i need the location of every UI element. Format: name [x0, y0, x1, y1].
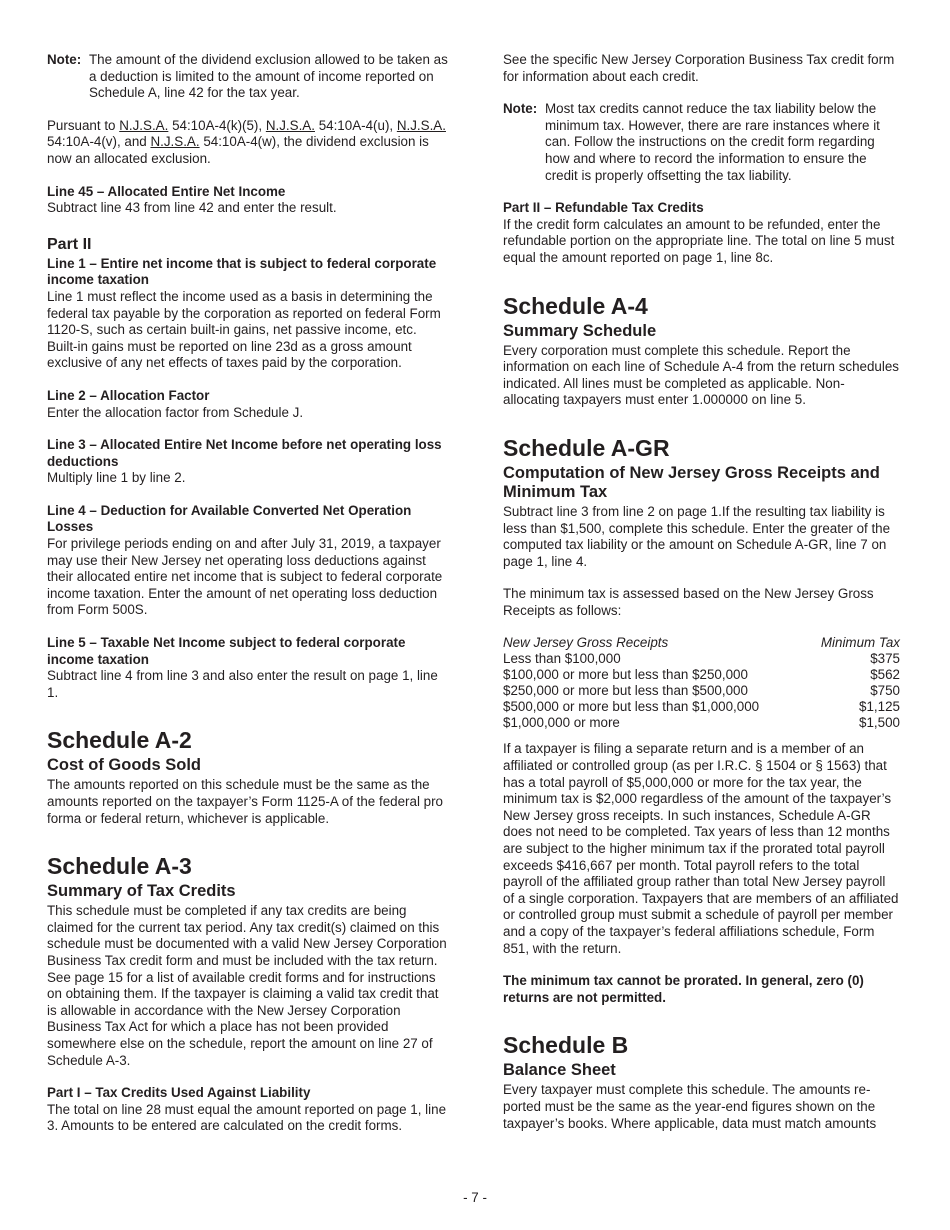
- schedule-a4-text: Every corporation must complete this schedule. Report the information on each line of Schedule A-4 from the return schedules indicated. All lines must be completed as applicable. Non-allocating taxpayers must enter 1.000000 on line 5.: [503, 342, 899, 408]
- line4-text: For privilege periods ending on and after July 31, 2019, a taxpayer may use their New Jersey net operating loss deductions against their allocated entire net income that is subject to federal corporate income taxation. Enter the amount of net operating loss deduction from Form 500S.: [47, 536, 443, 618]
- pursuant-text: Pursuant to: [47, 117, 120, 133]
- schedule-a2-subtitle: Cost of Goods Sold: [47, 756, 201, 775]
- tax-credit-note: [503, 101, 900, 184]
- receipts-cell: $100,000 or more but less than $250,000: [503, 667, 748, 683]
- part1-heading: Part I – Tax Credits Used Against Liability: [47, 1085, 311, 1101]
- note-label: Note:: [503, 101, 538, 117]
- statute-ref: N.J.S.A.: [150, 134, 200, 150]
- column-header-tax: Minimum Tax: [820, 635, 900, 651]
- pursuant-text: 54:10A-4(w), the dividend exclusion is now an allocated exclusion.: [47, 134, 429, 166]
- schedule-a2-title: Schedule A-2: [47, 727, 192, 754]
- table-row: [503, 715, 900, 731]
- line4-heading: Line 4 – Deduction for Available Converted Net Operation Losses: [47, 502, 412, 535]
- page-number: - 7 -: [463, 1190, 487, 1205]
- line2-text: Enter the allocation factor from Schedule J.: [47, 404, 304, 420]
- note-text: Most tax credits cannot reduce the tax liability below the minimum tax. However, there are rare instances where it can. Follow the instructions on the credit form regarding how and where to record the information to ensure the credit is properly offsetting the tax liability.: [545, 101, 880, 183]
- tax-cell: $750: [870, 683, 900, 699]
- proration-note: The minimum tax cannot be prorated. In general, zero (0) returns are not permitted.: [503, 973, 864, 1005]
- tax-cell: $1,125: [859, 699, 900, 715]
- table-row: [503, 667, 900, 683]
- schedule-a4-title: Schedule A-4: [503, 292, 648, 319]
- schedule-a3-text: This schedule must be completed if any tax credits are being claimed for the current tax period. Any tax credit(s) claimed on this schedule must be documented with a valid New Jersey Corporation Business Tax credit form and must be included with the tax return. See page 15 for a list of available credit forms and for instructions on obtaining them. If the taxpayer is claiming a valid tax credit that is allowable in accordance with the New Jersey Corporation Business Tax Act for which a place has not been provided somewhere else on the schedule, report the amount on line 27 of Schedule A-3.: [47, 903, 447, 1068]
- note-label: Note:: [47, 52, 82, 67]
- part2-title: Part II: [47, 235, 92, 253]
- schedule-a3-subtitle: Summary of Tax Credits: [47, 882, 236, 901]
- table-row: [503, 651, 900, 667]
- tax-cell: $562: [870, 667, 900, 683]
- line5-text: Subtract line 4 from line 3 and also enter the result on page 1, line 1.: [47, 668, 438, 700]
- pursuant-paragraph: [47, 118, 449, 168]
- line1-text: Line 1 must reflect the income used as a basis in determining the federal tax payable by the corporation as reported on federal Form 1120-S, such as certain built-in gains, net passive income, etc. Built-in gains must be reported on line 23d as a gross amount exclusive of any net effects of taxes paid by the corporation.: [47, 288, 441, 371]
- pursuant-text: 54:10A-4(k)(5),: [168, 117, 266, 133]
- schedule-agr-subtitle: Computation of New Jersey Gross Receipts and Minimum Tax: [503, 463, 880, 501]
- part2-refundable-heading: Part II – Refundable Tax Credits: [503, 200, 704, 216]
- credit-form-intro: See the specific New Jersey Corporation Business Tax credit form for information about each credit.: [503, 52, 895, 84]
- line5-heading: Line 5 – Taxable Net Income subject to federal corporate income taxation: [47, 635, 406, 667]
- receipts-cell: Less than $100,000: [503, 651, 621, 667]
- receipts-cell: $1,000,000 or more: [503, 715, 620, 731]
- schedule-agr-title: Schedule A-GR: [503, 434, 670, 461]
- schedule-agr-text3: If a taxpayer is filing a separate return and is a member of an affiliated or controlled group (as per I.R.C. § 1504 or § 1563) that has a total payroll of $5,000,000 or more for the tax year, the minimum tax is $2,000 regardless of the amount of the taxpayer’s New Jersey gross receipts. In such instances, Schedule A-GR does not need to be completed. Tax years of less than 12 months are subject to the higher minimum tax if the prorated total payroll exceeds $416,667 per month. Total payroll refers to the total payroll of the affiliated group rather than total New Jersey payroll of a single corporation. Taxpayers that are members of an affiliated or controlled group must submit a schedule of payroll per member and a copy of the taxpayer’s federal affiliations schedule, Form 851, with the return.: [503, 741, 899, 956]
- schedule-b-subtitle: Balance Sheet: [503, 1061, 616, 1080]
- right-column: [503, 52, 900, 1132]
- line3-heading: Line 3 – Allocated Entire Net Income before net operating loss deductions: [47, 437, 442, 469]
- tax-cell: $375: [870, 651, 900, 667]
- line45-text: Subtract line 43 from line 42 and enter the result.: [47, 200, 337, 216]
- line1-heading: Line 1 – Entire net income that is subject to federal corporate income taxation: [47, 255, 437, 288]
- schedule-b-title: Schedule B: [503, 1032, 629, 1059]
- column-header-receipts: New Jersey Gross Receipts: [503, 635, 669, 651]
- part2-refundable-text: If the credit form calculates an amount to be refunded, enter the refundable portion on the appropriate line. The total on line 5 must equal the amount reported on page 1, line 8c.: [503, 216, 895, 265]
- schedule-a3-title: Schedule A-3: [47, 853, 192, 880]
- table-row: [503, 683, 900, 699]
- receipts-cell: $500,000 or more but less than $1,000,000: [503, 699, 760, 715]
- statute-ref: N.J.S.A.: [396, 117, 446, 133]
- left-column: [47, 52, 449, 1135]
- statute-ref: N.J.S.A.: [265, 117, 315, 133]
- receipts-cell: $250,000 or more but less than $500,000: [503, 683, 748, 699]
- pursuant-text: 54:10A-4(v), and: [47, 134, 151, 150]
- table-header-row: [503, 635, 900, 651]
- tax-cell: $1,500: [859, 715, 900, 731]
- schedule-agr-text2: The minimum tax is assessed based on the New Jersey Gross Receipts as follows:: [503, 586, 874, 618]
- schedule-a2-text: The amounts reported on this schedule must be the same as the amounts reported on the taxpayer’s Form 1125-A of the federal pro forma or federal return, whichever is applicable.: [47, 777, 443, 826]
- line3-text: Multiply line 1 by line 2.: [47, 470, 186, 486]
- schedule-agr-text1: Subtract line 3 from line 2 on page 1.If the resulting tax liability is less than $1,500, complete this schedule. Enter the greater of the computed tax liability or the amount on Schedule A-GR, line 7 on page 1, line 4.: [503, 503, 891, 569]
- line2-heading: Line 2 – Allocation Factor: [47, 387, 210, 403]
- pursuant-text: 54:10A-4(u),: [314, 117, 397, 133]
- table-row: [503, 699, 900, 715]
- schedule-b-text: Every taxpayer must complete this schedule. The amounts reported must be the same as the year-end figures shown on the taxpayer’s books. Where applicable, data must match amounts: [503, 1082, 877, 1131]
- line45-heading: Line 45 – Allocated Entire Net Income: [47, 183, 286, 199]
- part1-text: The total on line 28 must equal the amount reported on page 1, line 3. Amounts to be entered are calculated on the credit forms.: [47, 1101, 447, 1134]
- schedule-a4-subtitle: Summary Schedule: [503, 321, 657, 340]
- note-text: The amount of the dividend exclusion allowed to be taken as a deduction is limited to the amount of income reported on Schedule A, line 42 for the tax year.: [89, 52, 448, 101]
- statute-ref: N.J.S.A.: [119, 117, 169, 133]
- minimum-tax-table: [503, 635, 900, 731]
- dividend-exclusion-note: [47, 52, 449, 102]
